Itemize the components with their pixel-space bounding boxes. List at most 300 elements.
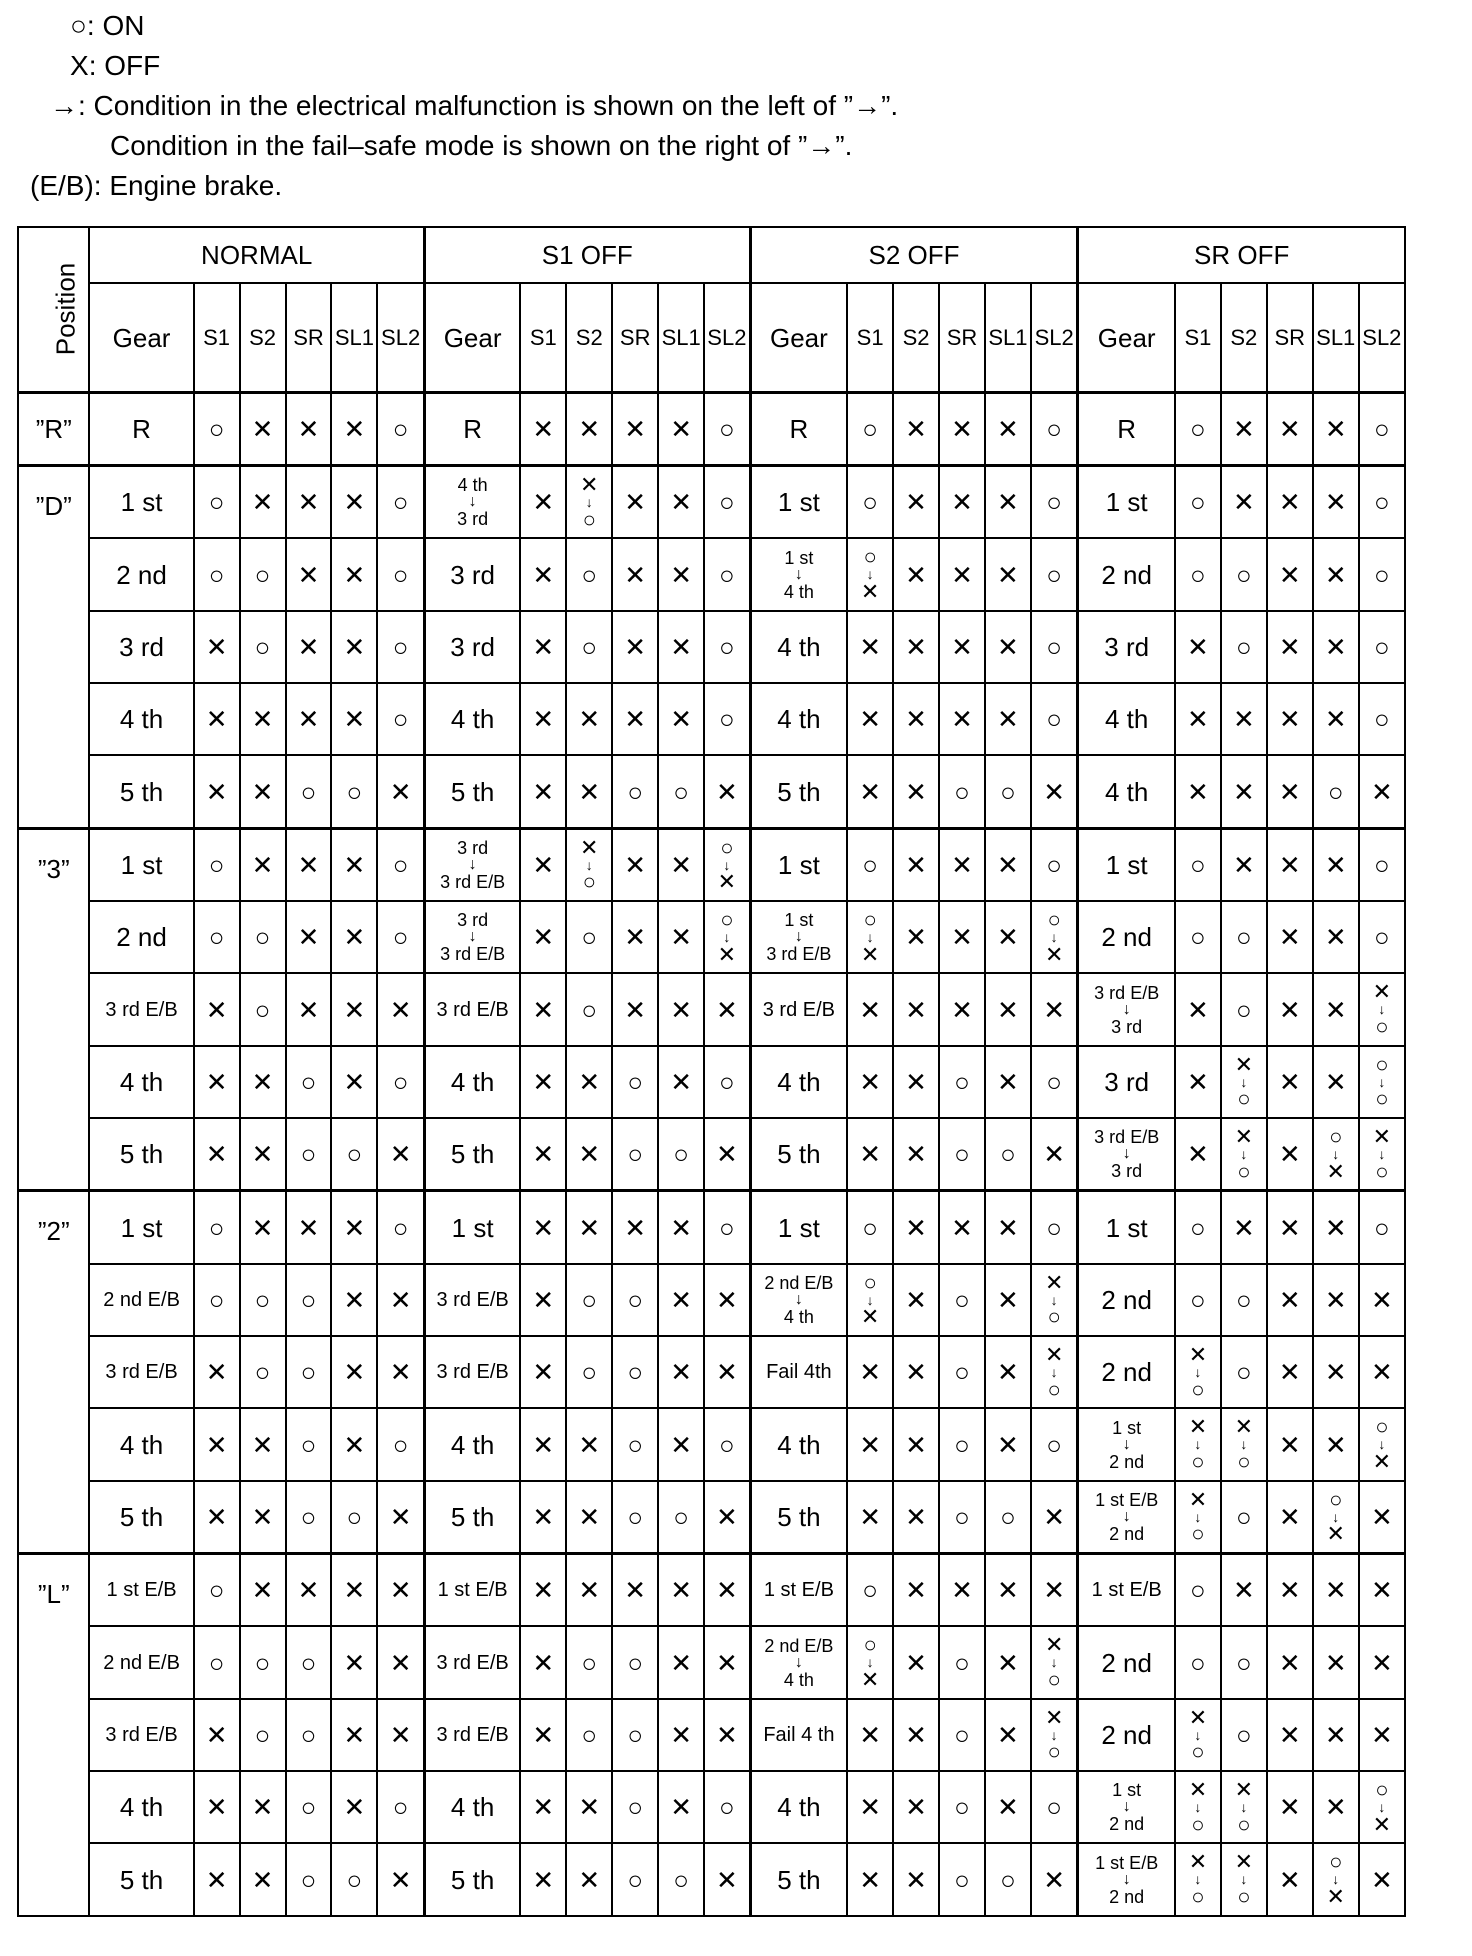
state-cell	[939, 1843, 985, 1916]
state-cell	[377, 1771, 424, 1843]
off-icon: ✕	[1324, 1792, 1347, 1823]
off-icon: ✕	[1326, 1521, 1345, 1547]
gear-label: 1 st E/B	[1095, 1489, 1159, 1510]
gear-cell: 2 nd	[89, 538, 193, 610]
state-cell	[377, 466, 424, 539]
state-cell	[1359, 828, 1405, 901]
off-icon: ✕	[1326, 1158, 1345, 1184]
off-icon: ✕	[1370, 776, 1393, 807]
off-icon: ✕	[343, 1284, 366, 1315]
off-icon: ✕	[624, 413, 647, 444]
off-icon: ✕	[1043, 1575, 1066, 1606]
on-icon: ○	[254, 631, 271, 662]
on-icon: ○	[627, 1792, 644, 1823]
state-cell	[939, 1699, 985, 1771]
on-icon: ○	[862, 1212, 878, 1243]
state-cell	[377, 1118, 424, 1191]
state-cell	[1175, 1771, 1221, 1843]
state-cell	[1267, 538, 1313, 610]
off-icon: ✕	[997, 1792, 1019, 1823]
on-icon: ○	[1190, 1575, 1206, 1606]
off-icon: ✕	[670, 849, 693, 880]
off-icon: ✕	[343, 1357, 366, 1388]
off-icon: ✕	[578, 1429, 601, 1460]
state-cell	[331, 973, 377, 1045]
state-cell	[1359, 1118, 1405, 1191]
state-cell	[331, 392, 377, 465]
on-icon: ○	[862, 849, 878, 880]
state-cell	[985, 973, 1031, 1045]
off-icon: ✕	[951, 922, 973, 953]
off-icon: ✕	[1324, 487, 1347, 518]
state-cell	[1175, 1699, 1221, 1771]
state-cell	[1313, 973, 1359, 1045]
column-header: S1	[520, 283, 566, 392]
column-header: SR	[612, 283, 658, 392]
state-cell	[194, 1554, 240, 1627]
state-cell	[1267, 611, 1313, 683]
state-cell	[1359, 973, 1405, 1045]
off-icon: ✕	[997, 1284, 1019, 1315]
state-cell	[893, 611, 939, 683]
gear-cell: 4 th	[1078, 683, 1175, 755]
state-cell	[939, 1554, 985, 1627]
state-cell	[331, 1699, 377, 1771]
on-icon: ○	[954, 1792, 970, 1823]
column-header: S2	[1221, 283, 1267, 392]
off-icon: ✕	[997, 1429, 1019, 1460]
state-cell	[240, 1191, 286, 1264]
column-header: Gear	[424, 283, 520, 392]
off-icon: ✕	[1187, 1066, 1209, 1097]
state-cell	[377, 538, 424, 610]
state-cell	[331, 901, 377, 973]
state-cell	[893, 1118, 939, 1191]
state-cell	[612, 973, 658, 1045]
off-icon: ✕	[717, 869, 737, 895]
on-icon: ○	[581, 631, 598, 662]
state-cell	[612, 1336, 658, 1408]
state-cell	[893, 973, 939, 1045]
state-cell	[377, 1408, 424, 1480]
gear-cell: 3 rd E/B	[424, 1336, 520, 1408]
header-row-groups	[18, 227, 1405, 283]
legend-symbol: ○	[70, 10, 87, 41]
state-cell	[194, 392, 240, 465]
state-cell	[520, 973, 566, 1045]
arrow-icon: ↓	[1240, 1436, 1248, 1453]
state-cell	[377, 1191, 424, 1264]
off-icon: ✕	[905, 1864, 927, 1895]
gear-cell: R	[424, 392, 520, 465]
legend-text: : ON	[86, 10, 145, 41]
gear-cell	[1078, 1118, 1175, 1191]
state-cell	[985, 1264, 1031, 1336]
off-icon: ✕	[389, 1501, 412, 1532]
off-icon: ✕	[859, 1357, 881, 1388]
off-icon: ✕	[905, 487, 927, 518]
arrow-icon: ↓	[1050, 1291, 1058, 1308]
gear-cell: 3 rd E/B	[89, 973, 193, 1045]
column-header: SR	[939, 283, 985, 392]
on-icon: ○	[1373, 704, 1390, 735]
gear-cell: 3 rd	[89, 611, 193, 683]
state-cell	[566, 1264, 612, 1336]
state-cell	[1313, 611, 1359, 683]
on-icon: ○	[954, 1719, 970, 1750]
off-icon: ✕	[1044, 1632, 1064, 1658]
on-icon: ○	[719, 487, 735, 518]
off-icon: ✕	[297, 849, 320, 880]
table-row	[18, 1191, 1405, 1264]
off-icon: ✕	[343, 487, 366, 518]
state-cell	[985, 466, 1031, 539]
gear-cell	[1078, 973, 1175, 1045]
group-header: SR OFF	[1078, 227, 1405, 283]
state-cell	[658, 611, 704, 683]
state-cell	[658, 1046, 704, 1118]
column-header: S2	[893, 283, 939, 392]
state-cell	[1175, 1264, 1221, 1336]
arrow-icon: ↓	[1194, 1508, 1202, 1525]
off-icon: ✕	[343, 1719, 366, 1750]
state-cell	[939, 973, 985, 1045]
state-cell	[1359, 1699, 1405, 1771]
state-stack	[1360, 1051, 1404, 1112]
state-cell	[194, 611, 240, 683]
off-icon: ✕	[532, 1357, 555, 1388]
arrow-icon: ↓	[794, 1653, 803, 1671]
on-icon: ○	[581, 1647, 598, 1678]
state-stack	[1176, 1486, 1220, 1547]
state-cell	[704, 1699, 750, 1771]
legend-line	[30, 166, 898, 206]
state-cell	[286, 1771, 332, 1843]
off-icon: ✕	[343, 1792, 366, 1823]
state-cell	[658, 392, 704, 465]
state-cell	[1359, 1336, 1405, 1408]
off-icon: ✕	[951, 849, 973, 880]
off-icon: ✕	[532, 631, 555, 662]
state-cell	[1267, 1046, 1313, 1118]
off-icon: ✕	[951, 1212, 973, 1243]
on-icon: ○	[1373, 849, 1390, 880]
on-icon: ○	[581, 994, 598, 1025]
off-icon: ✕	[1187, 1139, 1209, 1170]
table-row	[18, 1843, 1405, 1916]
state-cell	[520, 1771, 566, 1843]
off-icon: ✕	[860, 1304, 880, 1330]
on-icon: ○	[719, 559, 735, 590]
state-cell	[286, 1626, 332, 1698]
off-icon: ✕	[578, 1792, 601, 1823]
off-icon: ✕	[670, 413, 693, 444]
state-stack	[1176, 1851, 1220, 1908]
state-cell	[893, 466, 939, 539]
off-icon: ✕	[1043, 1501, 1066, 1532]
off-icon: ✕	[251, 1575, 274, 1606]
state-cell	[194, 1699, 240, 1771]
on-icon: ○	[581, 922, 598, 953]
state-stack	[848, 909, 892, 966]
off-icon: ✕	[1278, 1357, 1301, 1388]
state-cell	[566, 1843, 612, 1916]
off-icon: ✕	[1278, 559, 1301, 590]
off-icon: ✕	[205, 1357, 228, 1388]
off-icon: ✕	[578, 704, 601, 735]
off-icon: ✕	[715, 1575, 738, 1606]
on-icon: ○	[254, 1647, 271, 1678]
on-icon: ○	[208, 1647, 225, 1678]
state-cell	[194, 901, 240, 973]
state-cell	[847, 1408, 893, 1480]
state-cell	[566, 1481, 612, 1554]
state-cell	[194, 1046, 240, 1118]
state-stack	[1314, 1126, 1358, 1183]
on-icon: ○	[1000, 1139, 1016, 1170]
off-icon: ✕	[624, 704, 647, 735]
arrow-icon: ↓	[1050, 1654, 1058, 1671]
on-icon: ○	[1235, 1719, 1252, 1750]
state-stack	[567, 834, 611, 895]
state-cell	[1313, 828, 1359, 901]
state-cell	[939, 1046, 985, 1118]
arrow-icon: ↓	[1194, 1726, 1202, 1743]
on-icon: ○	[627, 1864, 644, 1895]
on-icon: ○	[346, 1139, 363, 1170]
off-icon: ✕	[297, 1212, 320, 1243]
state-cell	[1031, 1843, 1078, 1916]
header-row-columns	[18, 283, 1405, 392]
on-icon: ○	[673, 1501, 689, 1532]
off-icon: ✕	[1187, 776, 1209, 807]
table-row	[18, 755, 1405, 828]
state-cell	[1031, 1408, 1078, 1480]
off-icon: ✕	[580, 472, 599, 497]
state-cell	[1221, 1481, 1267, 1554]
state-cell	[1267, 1408, 1313, 1480]
state-cell	[939, 611, 985, 683]
gear-label: 2 nd	[1109, 1523, 1145, 1544]
gear-stack	[426, 476, 519, 528]
state-cell	[194, 1771, 240, 1843]
state-cell	[286, 466, 332, 539]
state-cell	[612, 1264, 658, 1336]
gear-cell	[424, 466, 520, 539]
off-icon: ✕	[905, 1501, 927, 1532]
state-cell	[847, 538, 893, 610]
state-cell	[893, 1191, 939, 1264]
state-cell	[985, 1699, 1031, 1771]
off-icon: ✕	[1324, 1066, 1347, 1097]
off-icon: ✕	[1232, 704, 1255, 735]
off-icon: ✕	[905, 849, 927, 880]
arrow-icon: ↓	[866, 566, 874, 583]
state-cell	[985, 1626, 1031, 1698]
off-icon: ✕	[715, 1864, 738, 1895]
state-cell	[893, 1046, 939, 1118]
off-icon: ✕	[1234, 1777, 1254, 1802]
on-icon: ○	[1375, 1051, 1389, 1077]
on-icon: ○	[1046, 559, 1063, 590]
gear-cell: 4 th	[89, 1771, 193, 1843]
off-icon: ✕	[1278, 1575, 1301, 1606]
state-cell	[240, 973, 286, 1045]
arrow-icon: ↓	[794, 1290, 803, 1308]
state-cell	[612, 1408, 658, 1480]
off-icon: ✕	[1324, 1719, 1347, 1750]
off-icon: ✕	[297, 1575, 320, 1606]
on-icon: ○	[300, 1864, 317, 1895]
state-stack	[1360, 1416, 1404, 1473]
state-stack	[1314, 1851, 1358, 1908]
gear-label: 4 th	[783, 1669, 814, 1690]
gear-cell: 3 rd E/B	[424, 973, 520, 1045]
column-header: SR	[1267, 283, 1313, 392]
off-icon: ✕	[1278, 704, 1301, 735]
state-cell	[893, 1408, 939, 1480]
state-cell	[612, 1699, 658, 1771]
off-icon: ✕	[1188, 1414, 1208, 1440]
state-cell	[286, 901, 332, 973]
arrow-icon: ↓	[1122, 1507, 1131, 1525]
gear-cell: 5 th	[750, 1843, 847, 1916]
gear-cell: 3 rd	[1078, 611, 1175, 683]
solenoid-table	[17, 226, 1406, 1917]
gear-cell: 1 st E/B	[424, 1554, 520, 1627]
on-icon: ○	[1190, 1212, 1206, 1243]
state-cell	[939, 1481, 985, 1554]
group-header: S2 OFF	[750, 227, 1078, 283]
state-cell	[566, 1118, 612, 1191]
off-icon: ✕	[670, 1792, 693, 1823]
off-icon: ✕	[670, 1575, 693, 1606]
off-icon: ✕	[1326, 1884, 1345, 1910]
on-icon: ○	[627, 1719, 644, 1750]
off-icon: ✕	[715, 776, 738, 807]
on-icon: ○	[1329, 1849, 1343, 1875]
off-icon: ✕	[343, 1212, 366, 1243]
state-cell	[847, 1336, 893, 1408]
state-cell	[331, 1481, 377, 1554]
on-icon: ○	[392, 559, 409, 590]
state-cell	[893, 901, 939, 973]
off-icon: ✕	[532, 994, 555, 1025]
state-cell	[286, 1191, 332, 1264]
column-header: SL1	[1313, 283, 1359, 392]
off-icon: ✕	[1043, 994, 1066, 1025]
on-icon: ○	[673, 776, 689, 807]
state-cell	[1267, 828, 1313, 901]
state-cell	[1031, 392, 1078, 465]
on-icon: ○	[954, 1501, 970, 1532]
on-icon: ○	[392, 1066, 409, 1097]
state-cell	[331, 1554, 377, 1627]
off-icon: ✕	[251, 849, 274, 880]
state-cell	[520, 611, 566, 683]
state-cell	[985, 901, 1031, 973]
state-cell	[566, 392, 612, 465]
off-icon: ✕	[343, 704, 366, 735]
off-icon: ✕	[297, 487, 320, 518]
arrow-icon: ↓	[1122, 1798, 1131, 1816]
column-header: SL2	[1031, 283, 1078, 392]
state-stack	[1032, 1634, 1077, 1691]
state-cell	[612, 1843, 658, 1916]
gear-cell: 4 th	[424, 1771, 520, 1843]
off-icon: ✕	[905, 1429, 927, 1460]
off-icon: ✕	[1278, 1066, 1301, 1097]
state-cell	[704, 755, 750, 828]
legend-symbol: →	[50, 90, 78, 121]
gear-cell	[1078, 1481, 1175, 1554]
state-cell	[847, 973, 893, 1045]
state-stack	[1176, 1779, 1220, 1836]
state-cell	[985, 1771, 1031, 1843]
gear-cell: 3 rd E/B	[89, 1699, 193, 1771]
gear-cell: 2 nd	[1078, 1626, 1175, 1698]
state-cell	[240, 1699, 286, 1771]
state-cell	[985, 1843, 1031, 1916]
off-icon: ✕	[297, 994, 320, 1025]
state-cell	[658, 1264, 704, 1336]
state-cell	[1313, 1191, 1359, 1264]
off-icon: ✕	[670, 994, 693, 1025]
state-cell	[566, 683, 612, 755]
state-cell	[1221, 1771, 1267, 1843]
off-icon: ✕	[1043, 776, 1066, 807]
state-cell	[893, 1336, 939, 1408]
off-icon: ✕	[905, 1792, 927, 1823]
arrow-icon: ↓	[468, 855, 477, 873]
arrow-icon: ↓	[1050, 1364, 1058, 1380]
state-cell	[1175, 901, 1221, 973]
off-icon: ✕	[1187, 631, 1209, 662]
off-icon: ✕	[860, 941, 880, 967]
state-cell	[704, 538, 750, 610]
off-icon: ✕	[343, 994, 366, 1025]
gear-label: 2 nd	[1109, 1451, 1145, 1472]
off-icon: ✕	[1370, 1719, 1393, 1750]
state-cell	[939, 538, 985, 610]
off-icon: ✕	[532, 776, 555, 807]
state-stack	[1176, 1704, 1220, 1765]
state-cell	[1313, 1843, 1359, 1916]
state-cell	[612, 683, 658, 755]
on-icon: ○	[1190, 413, 1206, 444]
gear-cell: 5 th	[89, 1481, 193, 1554]
off-icon: ✕	[1370, 1864, 1393, 1895]
state-cell	[704, 392, 750, 465]
off-icon: ✕	[578, 1139, 601, 1170]
on-icon: ○	[862, 1575, 878, 1606]
state-cell	[377, 1554, 424, 1627]
off-icon: ✕	[905, 559, 927, 590]
state-cell	[1267, 901, 1313, 973]
on-icon: ○	[1237, 1086, 1251, 1112]
on-icon: ○	[1046, 413, 1063, 444]
state-cell	[520, 1554, 566, 1627]
on-icon: ○	[254, 559, 271, 590]
state-cell	[1313, 901, 1359, 973]
on-icon: ○	[1191, 1884, 1205, 1910]
state-cell	[893, 1626, 939, 1698]
off-icon: ✕	[389, 776, 412, 807]
state-cell	[939, 755, 985, 828]
state-cell	[612, 901, 658, 973]
gear-cell: 2 nd E/B	[89, 1626, 193, 1698]
state-cell	[1031, 1771, 1078, 1843]
